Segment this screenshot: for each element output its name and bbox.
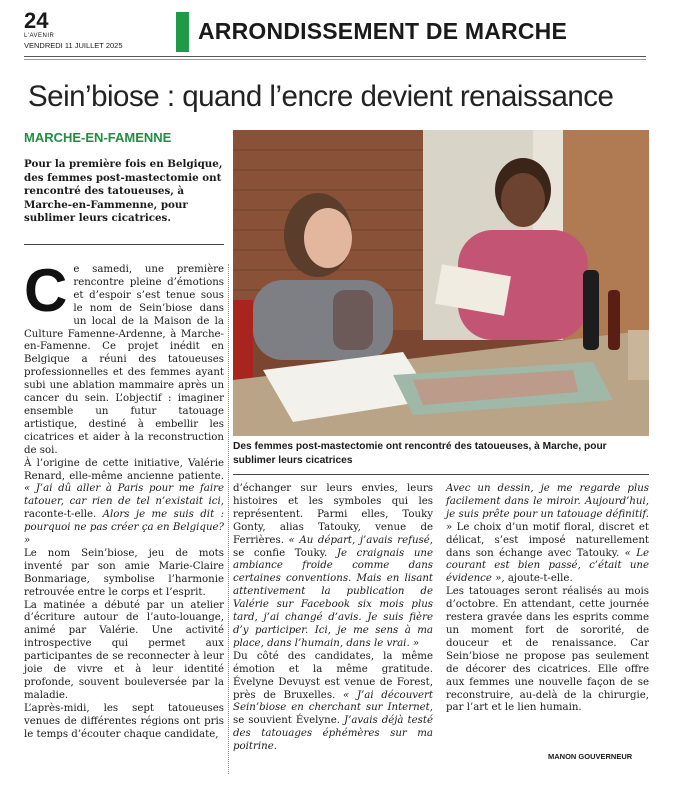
paragraph-text: Du côté des candidates, la même émotion et la même gratitude. Évelyne Devuyst est venue de Forest, près de Bruxelles.: [233, 650, 433, 701]
article-column-2: [233, 483, 433, 754]
section-title: ARRONDISSEMENT DE MARCHE: [198, 18, 567, 44]
paragraph-text: se confie Touky.: [233, 547, 337, 559]
paragraph-text: Le choix d’un motif floral, discret et délicat, s’est imposé naturellement dans son échange avec Tatouky.: [446, 521, 649, 559]
paragraph-intro: [24, 257, 224, 458]
quote-text: « J’ai découvert Sein’biose en cherchant sur Internet,: [233, 689, 434, 714]
quote-text: « Au départ, j’avais refusé,: [288, 534, 433, 546]
page-number: 24: [24, 8, 49, 33]
newspaper-name: L'AVENIR: [24, 33, 55, 39]
article-photo: [233, 130, 649, 436]
quote-text: « Le courant est bien passé, c’était une évidence »,: [446, 547, 649, 585]
quote-text: J’avais déjà testé des tatouages éphémères sur ma poitrine.: [233, 715, 434, 753]
paragraph-tattooists: [233, 483, 433, 651]
paragraph-conclusion: Les tatouages seront réalisés au mois d’octobre. En attendant, cette journée restera gravée dans les esprits comme un moment fort de sororité, de douceur et de renaissance. Car Sein’biose ne propose pas seulement de décorer des cicatrices. Elle offre aux femmes une nouvelle façon de se reconstruire, au-delà de la chirurgie, par l’art et le lien humain.: [446, 586, 649, 714]
paragraph-text: À l’origine de cette initiative, Valérie Renard, elle-même ancienne patiente.: [24, 457, 224, 482]
paragraph-text: e samedi, une première rencontre pleine d’émotions et d’espoir s’est tenue sous le nom de Sein’biose dans un local de la Maison de la Culture Famenne-Ardenne, à Marche-en-Famenne. Ce projet inédit en Belgique a réuni des tatoueuses professionnelles et des femmes ayant subi une ablation mammaire après un cancer du sein. L’objectif : imaginer ensemble un futur tatouage artistique, destiné à embellir les cicatrices et aider à la reconstruction de soi.: [24, 264, 224, 456]
lead-rule: [24, 244, 224, 245]
photo-illustration: [233, 130, 649, 436]
paragraph-text: ajoute-t-elle.: [504, 573, 573, 585]
section-accent-bar: [176, 12, 189, 52]
quote-text: « J’ai dû aller à Paris pour me faire tatouer, car rien de tel n’existait ici,: [24, 483, 224, 508]
paragraph-text: raconte-t-elle.: [24, 509, 103, 521]
article-column-3: [446, 483, 649, 715]
quote-text: Je craignais une ambiance froide comme dans certaines conventions. Mais en lisant attentivement la publication de Valérie sur Facebook six mois plus tard, j’ai changé d’avis. Je suis fière d’y participer. Ici, je me sens à ma place, dans l’humain, dans le vrai. »: [233, 547, 433, 649]
quote-text: Alors je me suis dit : pourquoi ne pas créer ça en Belgique? »: [24, 509, 225, 547]
caption-rule: [233, 474, 649, 475]
paragraph-text: d’échanger sur leurs envies, leurs histoires et les symboles qui les représentent. Parmi elles, Touky Gonty, alias Tatouky, venue de Ferrières.: [233, 483, 433, 546]
photo-caption: Des femmes post-mastectomie ont rencontré des tatoueuses, à Marche, pour sublimer leurs cicatrices: [233, 441, 607, 466]
paragraph-origin: [24, 458, 224, 548]
article-column-1: [24, 257, 225, 742]
issue-date: VENDREDI 11 JUILLET 2025: [24, 41, 123, 50]
column-divider: [228, 264, 229, 774]
drop-cap: C: [24, 257, 68, 324]
paragraph-candidates: [233, 651, 433, 754]
paragraph-afternoon: L’après-midi, les sept tatoueuses venues de différentes régions ont pris le temps d’écouter chaque candidate,: [24, 702, 224, 740]
article-byline: MANON GOUVERNEUR: [548, 752, 633, 761]
header-rule-secondary: [24, 59, 646, 60]
header-rule: [24, 56, 646, 57]
article-locale: MARCHE-EN-FAMENNE: [24, 130, 172, 145]
paragraph-morning: La matinée a débuté par un atelier d’écriture autour de l’auto-louange, animé par Valérie. Une activité introspective qui permet aux participantes de se reconnecter à leur joie de vivre et à leur identité profonde, souvent bouleversée par la maladie.: [24, 599, 224, 701]
paragraph-text: se souvient Évelyne.: [233, 715, 344, 727]
paragraph-name: Le nom Sein’biose, jeu de mots inventé par son amie Marie-Claire Bonmariage, symbolise l’harmonie retrouvée entre le corps et l’esprit.: [24, 547, 224, 598]
article-headline: Sein’biose : quand l’encre devient renaissance: [28, 80, 614, 113]
paragraph-evelyne: [446, 483, 649, 586]
quote-text: Avec un dessin, je me regarde plus facilement dans le miroir. Aujourd’hui, je suis prête pour un tatouage définitif. »: [446, 483, 649, 533]
article-lead: Pour la première fois en Belgique, des femmes post-mastectomie ont rencontré des tatoueuses, à Marche-en-Fammenne, pour sublimer leurs cicatrices.: [24, 158, 223, 224]
